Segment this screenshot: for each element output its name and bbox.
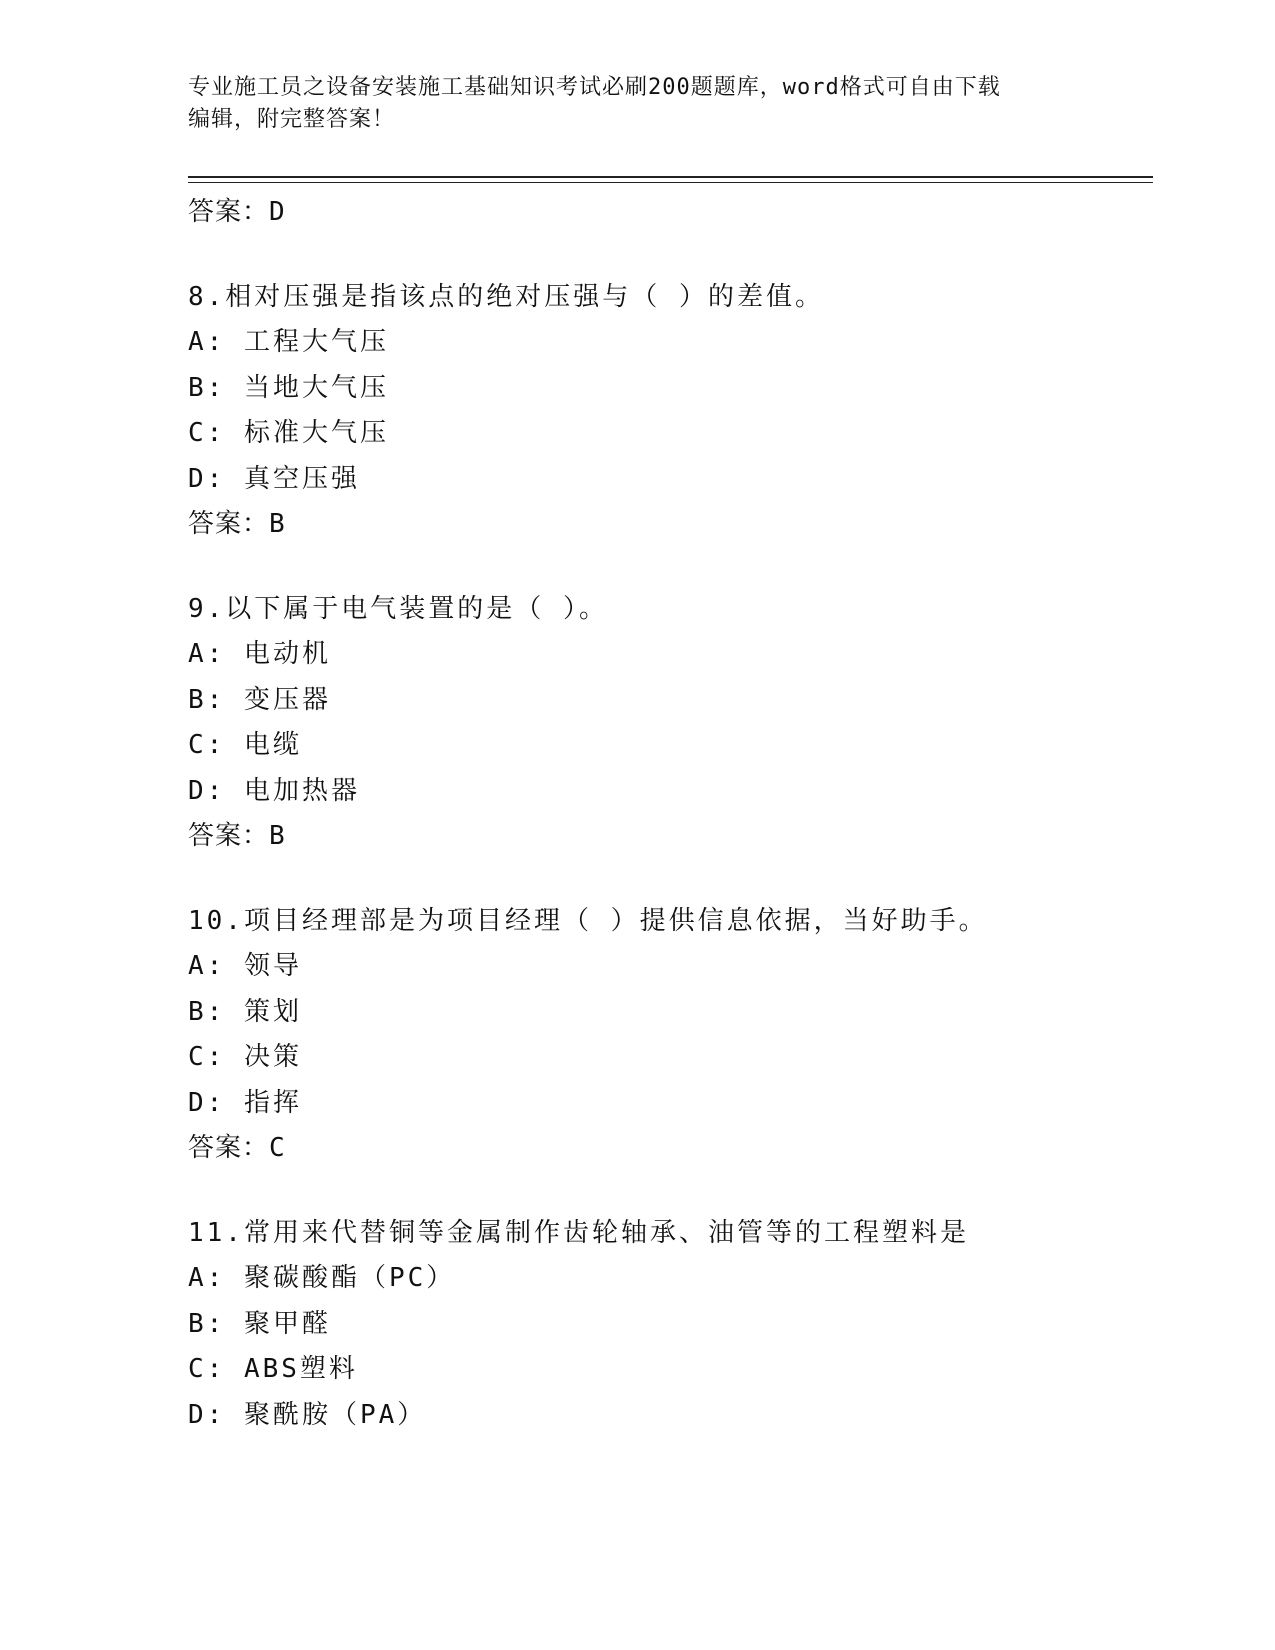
option-c: C: ABS塑料 <box>188 1354 358 1384</box>
header-rule-thick <box>188 176 1153 178</box>
option-c: C: 电缆 <box>188 730 302 760</box>
option-a: A: 工程大气压 <box>188 327 389 357</box>
option-c: C: 标准大气压 <box>188 418 389 448</box>
answer-label: 答案：B <box>188 509 286 539</box>
option-c: C: 决策 <box>188 1042 302 1072</box>
answer-label: 答案：B <box>188 821 286 851</box>
header-line-2: 编辑，附完整答案！ <box>188 107 396 132</box>
option-d: D: 电加热器 <box>188 775 360 806</box>
header-rule-thin <box>188 182 1153 183</box>
question-list <box>188 190 1148 1438</box>
option-a: A: 电动机 <box>188 639 331 669</box>
header-line-1: 专业施工员之设备安装施工基础知识考试必刷200题题库，word格式可自由下载 <box>188 75 1001 100</box>
question-block <box>188 587 1148 859</box>
question-text: 11.常用来代替铜等金属制作齿轮轴承、油管等的工程塑料是 <box>188 1218 969 1248</box>
option-b: B: 聚甲醛 <box>188 1308 331 1339</box>
question-text: 8.相对压强是指该点的绝对压强与（ ）的差值。 <box>188 282 824 312</box>
option-d: D: 指挥 <box>188 1087 302 1118</box>
option-b: B: 变压器 <box>188 684 331 715</box>
option-d: D: 真空压强 <box>188 463 360 494</box>
document-header <box>188 72 1088 136</box>
option-a: A: 领导 <box>188 951 302 981</box>
option-a: A: 聚碳酸酯（PC） <box>188 1263 456 1293</box>
question-text: 9.以下属于电气装置的是（ ）。 <box>188 594 608 624</box>
question-block <box>188 275 1148 547</box>
question-text: 10.项目经理部是为项目经理（ ）提供信息依据，当好助手。 <box>188 906 988 936</box>
question-block <box>188 899 1148 1171</box>
option-d: D: 聚酰胺（PA） <box>188 1399 427 1430</box>
answer-label: 答案：C <box>188 1133 286 1163</box>
option-b: B: 策划 <box>188 996 302 1027</box>
answer-label: 答案：D <box>188 197 286 227</box>
question-block <box>188 1211 1148 1438</box>
option-b: B: 当地大气压 <box>188 372 389 403</box>
